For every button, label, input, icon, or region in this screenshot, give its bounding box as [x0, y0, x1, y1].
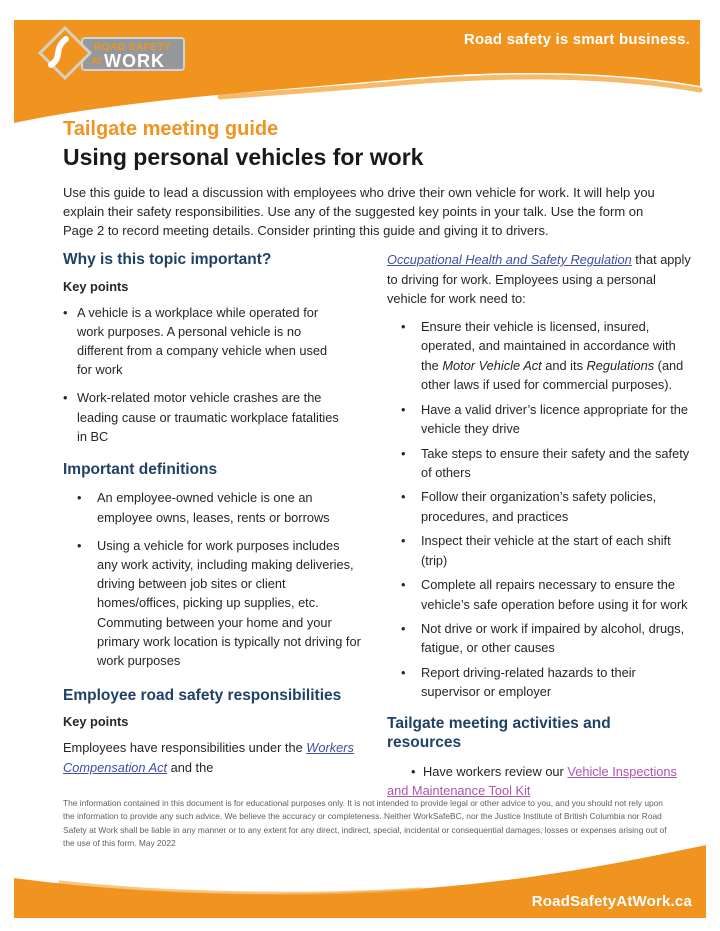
legal-disclaimer: The information contained in this document is for educational purposes only. It is not intended to provide legal or other advice to you, and you should not rely upon the information to provide any such advice. We believe the accuracy or completeness. Neither WorkSafeBC, nor the Justice Institute of British Columbia nor Road Safety at Work shall be liable in any manner or to any extent for any direct, indirect, special, incidental or consequential damages, losses or expenses arising out of the use of this form. May 2022 — [63, 798, 667, 849]
employee-needs-list — [387, 317, 693, 702]
paragraph-text: and the — [167, 759, 214, 775]
bullet-text: and its — [541, 357, 587, 373]
list-item: • Have a valid driver’s licence appropriate for the vehicle they drive — [387, 400, 693, 439]
list-item: • A vehicle is a workplace while operated for work purposes. A personal vehicle is no different from a company vehicle when used for work — [63, 303, 340, 380]
responsibilities-paragraph — [63, 738, 363, 776]
document-body — [63, 112, 693, 800]
activities-bullet — [387, 762, 693, 801]
regulations-italic: Regulations — [586, 357, 655, 373]
heading-employee-responsibilities: Employee road safety responsibilities — [63, 687, 342, 705]
list-item: • An employee-owned vehicle is one an employee owns, leases, rents or borrows — [63, 488, 363, 526]
logo-text-road-safety: ROAD SAFETY — [94, 42, 172, 53]
list-item: • Report driving-related hazards to their supervisor or employer — [387, 663, 693, 702]
list-item — [387, 317, 693, 395]
two-column-layout — [63, 250, 693, 800]
logo-text-work: WORK — [104, 51, 165, 71]
heading-why-important: Why is this topic important? — [63, 251, 272, 269]
bullet-text: (and other laws if used for commercial purposes). — [421, 357, 684, 393]
why-important-list — [63, 303, 340, 446]
list-item: • Follow their organization’s safety policies, procedures, and practices — [387, 487, 693, 526]
footer-band — [0, 841, 720, 931]
intro-paragraph: Use this guide to lead a discussion with employees who drive their own vehicle for work. It will help you explain their safety responsibilities. Use any of the suggested key points in your talk. Use the form on Page 2 to record meeting details. Consider printing this guide and giving it to drivers. — [63, 185, 655, 239]
logo-diamond-icon — [40, 28, 90, 78]
heading-important-definitions: Important definitions — [63, 461, 218, 479]
road-safety-at-work-logo — [38, 26, 190, 82]
list-item: • Inspect their vehicle at the start of each shift (trip) — [387, 531, 693, 570]
key-points-label-1: Key points — [63, 278, 129, 294]
left-column — [63, 250, 363, 786]
footer-website-text: RoadSafetyAtWork.ca — [531, 893, 692, 910]
logo-text-at: AT — [91, 56, 103, 66]
page-title: Using personal vehicles for work — [63, 144, 424, 170]
regulation-lead-paragraph — [387, 250, 693, 308]
vehicle-inspections-toolkit-link[interactable]: Vehicle Inspections and Maintenance Tool Kit — [387, 763, 677, 798]
header-tagline: Road safety is smart business. — [463, 31, 690, 48]
bullet-text: Have workers review our — [423, 763, 568, 779]
right-column — [387, 250, 693, 800]
list-item: • Take steps to ensure their safety and the safety of others — [387, 444, 693, 483]
bullet-text: Ensure their vehicle is licensed, insured, operated, and maintained in accordance with the — [421, 318, 676, 373]
list-item: • Complete all repairs necessary to ensure the vehicle’s safe operation before using it for work — [387, 575, 693, 614]
list-item: • Using a vehicle for work purposes includes any work activity, including making deliveries, driving between job sites or client homes/offices, picking up supplies, etc. Commuting between your home and your primary work location is typically not driving for work purposes — [63, 536, 363, 670]
key-points-label-2: Key points — [63, 714, 129, 730]
workers-compensation-act-link[interactable]: Workers Compensation Act — [63, 740, 354, 775]
ohs-regulation-link[interactable]: Occupational Health and Safety Regulation — [387, 252, 632, 268]
list-item: • Not drive or work if impaired by alcohol, drugs, fatigue, or other causes — [387, 619, 693, 658]
paragraph-text: that apply to driving for work. Employees using a personal vehicle for work need to: — [387, 252, 691, 306]
bullet-marker: • — [411, 763, 416, 779]
heading-tailgate-activities: Tailgate meeting activities and resources — [387, 714, 611, 752]
list-item: • Work-related motor vehicle crashes are the leading cause or traumatic workplace fatalities in BC — [63, 388, 340, 446]
motor-vehicle-act-italic: Motor Vehicle Act — [442, 357, 542, 373]
paragraph-text: Employees have responsibilities under the — [63, 740, 307, 756]
definitions-list — [63, 488, 363, 670]
document-kicker: Tailgate meeting guide — [63, 118, 279, 140]
